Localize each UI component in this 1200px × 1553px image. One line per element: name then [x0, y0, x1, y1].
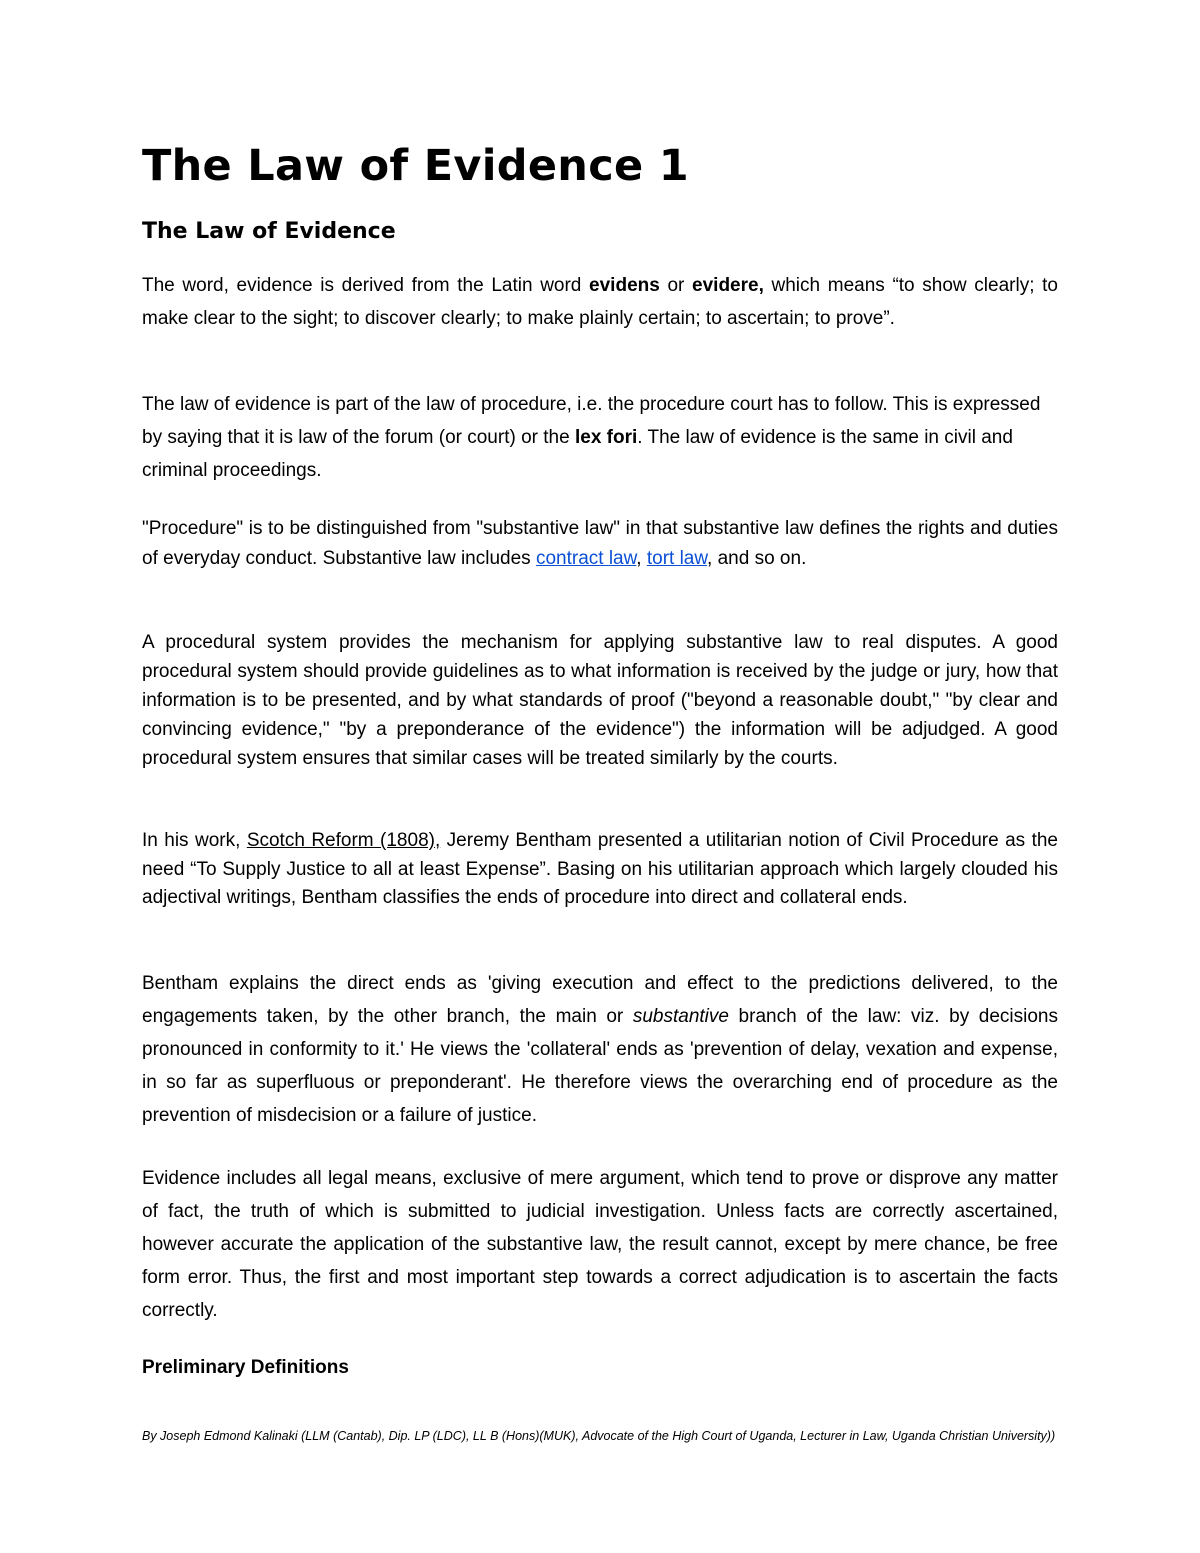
paragraph-bentham-work — [142, 827, 1058, 913]
tort-law-link[interactable]: tort law — [646, 547, 708, 569]
paragraph-procedure-vs-substantive — [142, 514, 1058, 573]
term-evidere: evidere, — [692, 275, 764, 296]
paragraph-evidence-definition: Evidence includes all legal means, exclusive of mere argument, which tend to prove or disprove any matter of fact, the truth of which is submitted to judicial investigation. Unless facts are correctly ascertained, however accurate the application of the substantive law, the result cannot, except by mere chance, be free form error. Thus, the first and most important step towards a correct adjudication is to ascertain the facts correctly. — [142, 1168, 1058, 1321]
author-footer: By Joseph Edmond Kalinaki (LLM (Cantab), Dip. LP (LDC), LL B (Hons)(MUK), Advocate of the High Court of Uganda, Lecturer in Law, Uganda Christian University)) — [142, 1429, 1056, 1443]
p1-text-2: or — [659, 275, 693, 296]
p2-text-1: The law of evidence is part of the law of procedure, i.e. the procedure court has to follow. This is expressed by saying that it is law of the forum (or court) or the — [142, 394, 1041, 448]
preliminary-definitions-heading: Preliminary Definitions — [142, 1357, 349, 1378]
p6-text-2: branch of the law: viz. by decisions pronounced in conformity to it.' He views the 'collateral' ends as 'prevention of delay, vexation and expense, in so far as superfluous or preponderant'. He therefore views the overarching end of procedure as the prevention of misdecision or a failure of justice. — [142, 1006, 1058, 1126]
p5-text-2: Jeremy Bentham presented a utilitarian notion of Civil Procedure as the need “To Supply Justice to all at least Expense”. Basing on his utilitarian approach which largely clouded his adjectival writings, Bentham classifies the ends of procedure into direct and collateral ends. — [142, 830, 1059, 908]
p1-text-1: The word, evidence is derived from the Latin word — [142, 275, 590, 296]
document-title: The Law of Evidence 1 — [142, 141, 689, 191]
paragraph-etymology — [142, 269, 1058, 335]
contract-law-link[interactable]: contract law — [535, 547, 637, 569]
paragraph-bentham-ends — [142, 967, 1058, 1132]
p1-text-3: which means “to show clearly; to make clear to the sight; to discover clearly; to make plainly certain; to ascertain; to prove”. — [142, 275, 1058, 329]
term-evidens: evidens — [589, 275, 660, 296]
paragraph-procedural-system: A procedural system provides the mechanism for applying substantive law to real disputes. A good procedural system should provide guidelines as to what information is received by the judge or jury, how that information is to be presented, and by what standards of proof ("beyond a reasonable doubt," "by clear and convincing evidence," "by a preponderance of the evidence") the information will be adjudged. A good procedural system ensures that similar cases will be treated similarly by the courts. — [142, 632, 1058, 769]
p2-text-2: . The law of evidence is the same in civil and criminal proceedings. — [142, 427, 1013, 481]
work-title-scotch-reform: Scotch Reform (1808), — [246, 830, 441, 851]
term-lex-fori: lex fori — [574, 427, 638, 448]
p3-text-3: , and so on. — [707, 547, 807, 569]
paragraph-law-of-procedure — [142, 388, 1058, 487]
p5-text-1: In his work, — [142, 830, 247, 851]
p3-text-1: "Procedure" is to be distinguished from "substantive law" in that substantive law defines the rights and duties of everyday conduct. Substantive law includes — [142, 518, 1058, 569]
p6-text-1: Bentham explains the direct ends as 'giving execution and effect to the predictions delivered, to the engagements taken, by the other branch, the main or — [142, 973, 1058, 1027]
term-substantive: substantive — [632, 1006, 729, 1027]
section-heading: The Law of Evidence — [142, 219, 396, 244]
p3-text-2: , — [636, 547, 647, 569]
